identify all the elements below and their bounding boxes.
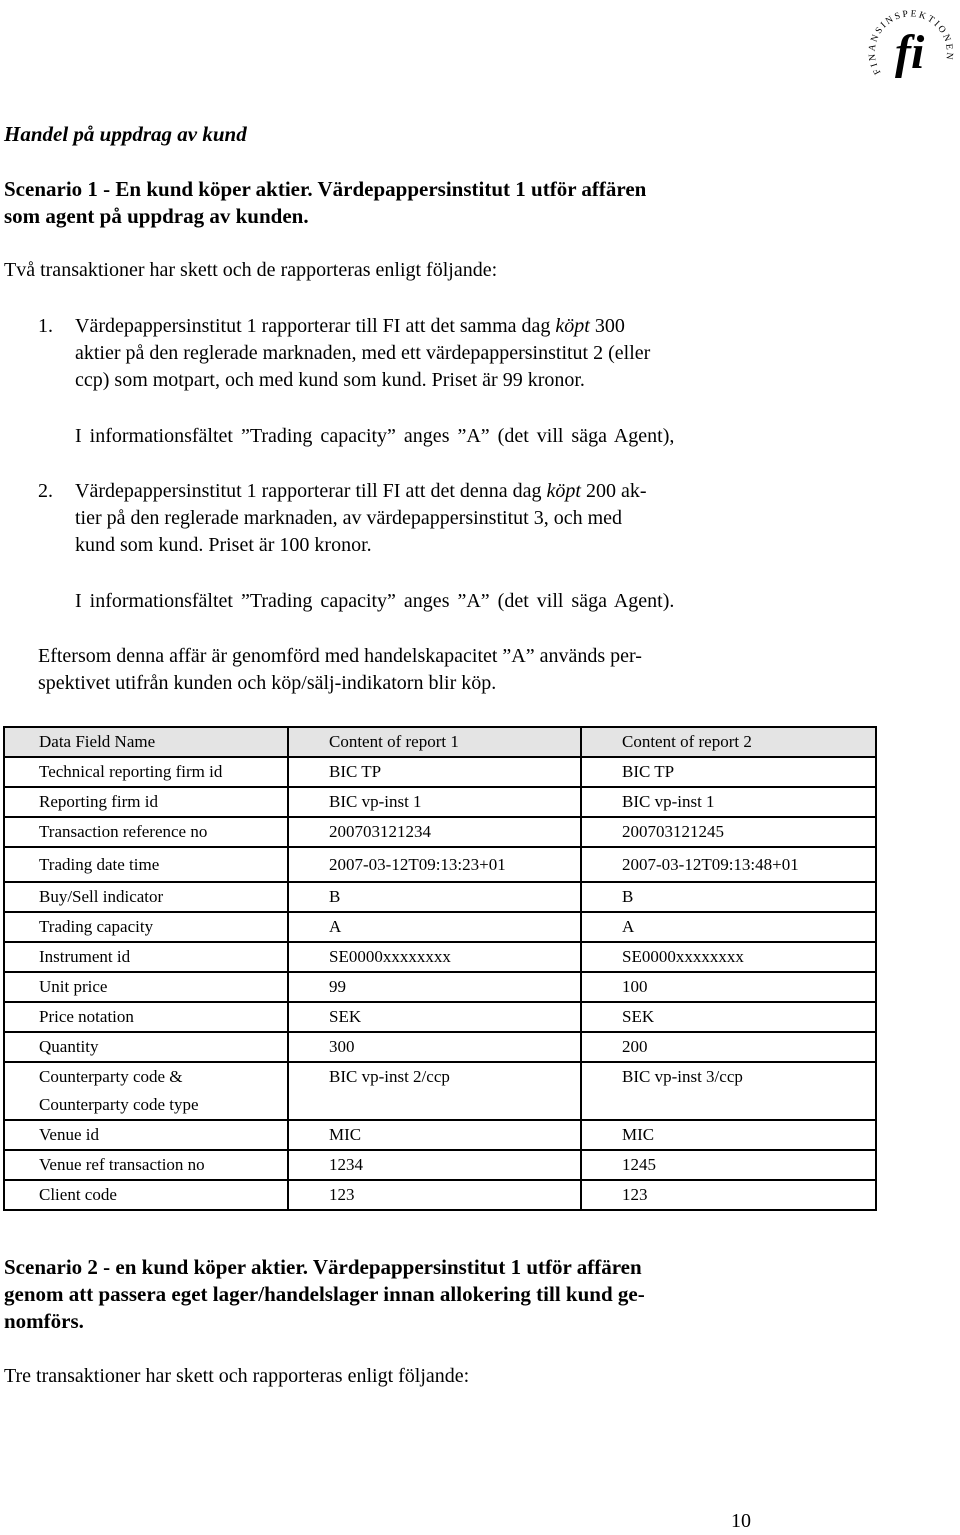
table-cell: Technical reporting firm id xyxy=(4,757,288,787)
item1-line1 xyxy=(75,313,625,340)
page-number: 10 xyxy=(731,1510,751,1532)
table-row xyxy=(4,1032,876,1062)
table-cell: Quantity xyxy=(4,1032,288,1062)
item2-line1-tail: 200 ak- xyxy=(580,480,647,502)
table-header-cell: Content of report 1 xyxy=(288,727,581,757)
table-cell: SE0000xxxxxxxx xyxy=(581,942,876,972)
table-cell: Venue id xyxy=(4,1120,288,1150)
item1-emphasis: köpt xyxy=(555,315,590,337)
table-cell: Venue ref transaction no xyxy=(4,1150,288,1180)
table-cell: Instrument id xyxy=(4,942,288,972)
table-cell: 123 xyxy=(288,1180,581,1210)
table-row xyxy=(4,1150,876,1180)
scenario1-title-line1: Scenario 1 - En kund köper aktier. Värdepappersinstitut 1 utför affären xyxy=(4,177,647,201)
counterparty-label-line1: Counterparty code & xyxy=(39,1067,183,1086)
item1-info: I informationsfältet ”Trading capacity” anges ”A” (det vill säga Agent), xyxy=(75,425,675,447)
scenario1-intro: Två transaktioner har skett och de rapporteras enligt följande: xyxy=(4,259,498,281)
table-cell: SEK xyxy=(581,1002,876,1032)
table-row xyxy=(4,1180,876,1210)
table-cell: 2007-03-12T09:13:23+01 xyxy=(288,847,581,882)
table-cell: 2007-03-12T09:13:48+01 xyxy=(581,847,876,882)
table-cell: Transaction reference no xyxy=(4,817,288,847)
table-cell: BIC vp-inst 1 xyxy=(581,787,876,817)
table-row xyxy=(4,912,876,942)
table-cell: 300 xyxy=(288,1032,581,1062)
table-cell: 100 xyxy=(581,972,876,1002)
table-cell: Client code xyxy=(4,1180,288,1210)
table-header-row xyxy=(4,727,876,757)
scenario1-title-line2: som agent på uppdrag av kunden. xyxy=(4,204,309,228)
scenario2-intro: Tre transaktioner har skett och rapporteras enligt följande: xyxy=(4,1365,470,1387)
table-cell: BIC TP xyxy=(581,757,876,787)
table-header-cell: Data Field Name xyxy=(4,727,288,757)
table-row xyxy=(4,882,876,912)
scenario2-title-line2: genom att passera eget lager/handelslager innan allokering till kund ge- xyxy=(4,1282,645,1306)
item2-line1-text: Värdepappersinstitut 1 rapporterar till FI att det denna dag xyxy=(75,480,547,502)
table-cell: 99 xyxy=(288,972,581,1002)
table-cell: BIC vp-inst 3/ccp xyxy=(581,1062,876,1120)
logo-graphic xyxy=(868,2,956,88)
conclusion-line1: Eftersom denna affär är genomförd med handelskapacitet ”A” används per- xyxy=(38,645,642,667)
table-cell: A xyxy=(581,912,876,942)
table-cell: Trading date time xyxy=(4,847,288,882)
item2-emphasis: köpt xyxy=(546,480,581,502)
table-row xyxy=(4,787,876,817)
table-row xyxy=(4,757,876,787)
table-cell: MIC xyxy=(288,1120,581,1150)
table-cell: 200703121245 xyxy=(581,817,876,847)
item2-line3: kund som kund. Priset är 100 kronor. xyxy=(75,534,372,556)
table-cell: SE0000xxxxxxxx xyxy=(288,942,581,972)
table-cell: Price notation xyxy=(4,1002,288,1032)
table-row xyxy=(4,1062,876,1120)
table-cell: 200703121234 xyxy=(288,817,581,847)
table-cell: 1245 xyxy=(581,1150,876,1180)
table-cell: MIC xyxy=(581,1120,876,1150)
table-cell: 200 xyxy=(581,1032,876,1062)
table-header-cell: Content of report 2 xyxy=(581,727,876,757)
item1-line1-tail: 300 xyxy=(589,315,625,337)
table-cell: BIC vp-inst 1 xyxy=(288,787,581,817)
table-cell: Unit price xyxy=(4,972,288,1002)
table-cell: Buy/Sell indicator xyxy=(4,882,288,912)
table-cell: B xyxy=(581,882,876,912)
section-heading: Handel på uppdrag av kund xyxy=(4,122,247,146)
table-cell: Trading capacity xyxy=(4,912,288,942)
table-row xyxy=(4,817,876,847)
logo-ring-text: FINANSINSPEKTIONEN xyxy=(868,9,955,76)
counterparty-label-line2: Counterparty code type xyxy=(39,1095,199,1114)
table-cell: 123 xyxy=(581,1180,876,1210)
table-row xyxy=(4,942,876,972)
item2-line1 xyxy=(75,478,647,505)
item1-number: 1. xyxy=(38,315,53,337)
table-cell: Reporting firm id xyxy=(4,787,288,817)
logo-initials: fi xyxy=(895,26,925,79)
table-row xyxy=(4,1120,876,1150)
table-cell: B xyxy=(288,882,581,912)
conclusion-line2: spektivet utifrån kunden och köp/sälj-indikatorn blir köp. xyxy=(38,672,497,694)
table-cell: 1234 xyxy=(288,1150,581,1180)
table-cell: A xyxy=(288,912,581,942)
item1-line1-text: Värdepappersinstitut 1 rapporterar till FI att det samma dag xyxy=(75,315,556,337)
table-row xyxy=(4,847,876,882)
item1-line3: ccp) som motpart, och med kund som kund. Priset är 99 kronor. xyxy=(75,369,585,391)
scenario2-title-line1: Scenario 2 - en kund köper aktier. Värdepappersinstitut 1 utför affären xyxy=(4,1255,642,1279)
table-cell: BIC TP xyxy=(288,757,581,787)
table-cell: BIC vp-inst 2/ccp xyxy=(288,1062,581,1120)
item2-number: 2. xyxy=(38,480,53,502)
report-table xyxy=(3,726,877,1211)
item2-line2: tier på den reglerade marknaden, av värdepappersinstitut 3, och med xyxy=(75,507,623,529)
scenario2-title-line3: nomförs. xyxy=(4,1309,84,1333)
table-row xyxy=(4,1002,876,1032)
item1-line2: aktier på den reglerade marknaden, med ett värdepappersinstitut 2 (eller xyxy=(75,342,651,364)
finansinspektionen-logo xyxy=(868,2,956,88)
item2-info: I informationsfältet ”Trading capacity” anges ”A” (det vill säga Agent). xyxy=(75,590,675,612)
table-row xyxy=(4,972,876,1002)
table-cell: SEK xyxy=(288,1002,581,1032)
table-cell-counterparty xyxy=(4,1062,288,1120)
